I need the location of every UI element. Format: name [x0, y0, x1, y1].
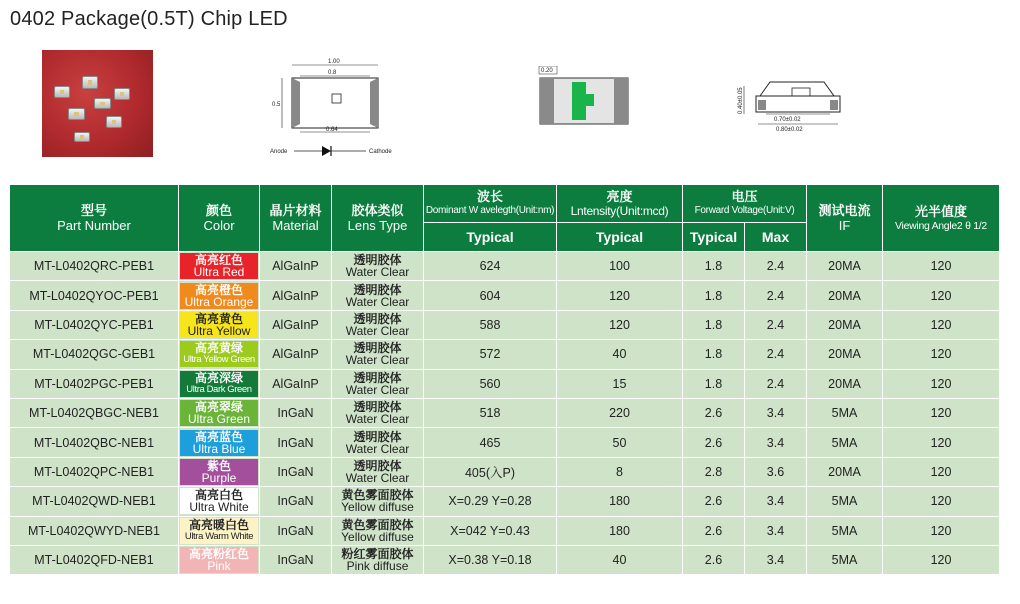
color-swatch — [180, 430, 258, 456]
intensity-cell: 8 — [557, 457, 683, 486]
test-current-cell: 20MA — [807, 310, 883, 339]
color-name-en: Ultra Blue — [192, 441, 246, 456]
color-swatch — [180, 459, 258, 485]
table-row — [10, 516, 1000, 545]
end-dim-b: 0.80±0.02 — [776, 127, 803, 133]
header-wave-typical: Typical — [424, 223, 557, 252]
color-name-en: Pink — [207, 559, 231, 574]
voltage-max-cell: 3.6 — [745, 457, 807, 486]
color-name-en: Ultra Yellow — [187, 323, 251, 338]
header-viewing-angle: 光半值度 Viewing Angle2 θ 1/2 — [883, 185, 1000, 252]
header-part-number: 型号 Part Number — [10, 185, 179, 252]
wavelength-cell: 560 — [424, 369, 557, 398]
material-cell: InGaN — [260, 487, 332, 516]
side-dim: 0.20 — [541, 68, 553, 74]
wavelength-cell: X=042 Y=0.43 — [424, 516, 557, 545]
voltage-typical-cell: 2.6 — [683, 516, 745, 545]
top-view-drawing — [268, 56, 408, 160]
test-current-cell: 20MA — [807, 457, 883, 486]
part-number-cell: MT-L0402QPC-NEB1 — [10, 457, 179, 486]
color-cell — [179, 369, 260, 398]
voltage-typical-cell: 1.8 — [683, 369, 745, 398]
color-name-zh: 高亮黄绿 — [194, 341, 243, 356]
color-cell — [179, 252, 260, 281]
lens-type-cell — [332, 252, 424, 281]
test-current-cell: 5MA — [807, 487, 883, 516]
voltage-max-cell: 2.4 — [745, 252, 807, 281]
color-name-en: Ultra Yellow Green — [183, 354, 255, 366]
color-name-zh: 高亮暖白色 — [188, 517, 249, 532]
color-swatch — [180, 283, 258, 309]
wavelength-cell: X=0.38 Y=0.18 — [424, 545, 557, 574]
viewing-angle-cell: 120 — [883, 457, 1000, 486]
table-row — [10, 545, 1000, 574]
viewing-angle-cell: 120 — [883, 398, 1000, 427]
header-forward-voltage: 电压 Forward Voltage(Unit:V) — [683, 185, 807, 223]
intensity-cell: 180 — [557, 516, 683, 545]
voltage-typical-cell: 1.8 — [683, 281, 745, 310]
lens-name-zh: 透明胶体 — [353, 458, 402, 473]
cathode-label: Cathode — [369, 149, 392, 155]
color-swatch — [180, 341, 258, 367]
header-lens-type: 胶体类似 Lens Type — [332, 185, 424, 252]
header-test-current: 测试电流 IF — [807, 185, 883, 252]
color-cell — [179, 487, 260, 516]
table-row — [10, 369, 1000, 398]
viewing-angle-cell: 120 — [883, 545, 1000, 574]
voltage-typical-cell: 1.8 — [683, 340, 745, 369]
wavelength-cell: 518 — [424, 398, 557, 427]
voltage-max-cell: 3.4 — [745, 398, 807, 427]
spec-table — [9, 184, 1000, 575]
lens-name-en: Water Clear — [345, 441, 410, 456]
intensity-cell: 100 — [557, 252, 683, 281]
intensity-cell: 180 — [557, 487, 683, 516]
lens-name-zh: 透明胶体 — [353, 400, 402, 415]
lens-type-cell — [332, 281, 424, 310]
lens-type-cell — [332, 398, 424, 427]
voltage-max-cell: 2.4 — [745, 369, 807, 398]
color-name-zh: 紫色 — [206, 458, 231, 473]
voltage-max-cell: 3.4 — [745, 516, 807, 545]
voltage-typical-cell: 1.8 — [683, 252, 745, 281]
lens-name-zh: 透明胶体 — [353, 253, 402, 268]
intensity-cell: 50 — [557, 428, 683, 457]
part-number-cell: MT-L0402QFD-NEB1 — [10, 545, 179, 574]
part-number-cell: MT-L0402QGC-GEB1 — [10, 340, 179, 369]
intensity-cell: 120 — [557, 281, 683, 310]
color-cell — [179, 281, 260, 310]
lens-name-en: Water Clear — [345, 353, 410, 368]
test-current-cell: 20MA — [807, 340, 883, 369]
lens-name-en: Water Clear — [345, 294, 410, 309]
color-cell — [179, 310, 260, 339]
header-volt-max: Max — [745, 223, 807, 252]
voltage-typical-cell: 2.6 — [683, 545, 745, 574]
header-material: 晶片材料 Material — [260, 185, 332, 252]
color-name-zh: 高亮粉红色 — [188, 547, 249, 562]
material-cell: AlGaInP — [260, 281, 332, 310]
lens-type-cell — [332, 545, 424, 574]
voltage-typical-cell: 2.6 — [683, 428, 745, 457]
color-cell — [179, 545, 260, 574]
lens-name-en: Pink diffuse — [346, 559, 409, 574]
color-name-zh: 高亮橙色 — [194, 282, 243, 297]
voltage-max-cell: 2.4 — [745, 310, 807, 339]
color-swatch — [180, 253, 258, 279]
side-view-drawing — [536, 66, 632, 128]
wavelength-cell: 624 — [424, 252, 557, 281]
voltage-typical-cell: 2.6 — [683, 487, 745, 516]
color-name-zh: 高亮红色 — [194, 253, 243, 268]
part-number-cell: MT-L0402QBGC-NEB1 — [10, 398, 179, 427]
end-dim-h: 0.40±0.05 — [738, 87, 744, 114]
material-cell: AlGaInP — [260, 369, 332, 398]
color-swatch — [180, 312, 258, 338]
color-swatch — [180, 371, 258, 397]
table-row — [10, 457, 1000, 486]
part-number-cell: MT-L0402QWD-NEB1 — [10, 487, 179, 516]
wavelength-cell: 572 — [424, 340, 557, 369]
lens-type-cell — [332, 340, 424, 369]
intensity-cell: 40 — [557, 340, 683, 369]
lens-name-en: Water Clear — [345, 470, 410, 485]
material-cell: AlGaInP — [260, 310, 332, 339]
color-cell — [179, 428, 260, 457]
color-name-en: Ultra Red — [193, 265, 245, 280]
lens-name-en: Yellow diffuse — [341, 529, 414, 544]
header-color: 颜色 Color — [179, 185, 260, 252]
lens-type-cell — [332, 369, 424, 398]
table-row — [10, 310, 1000, 339]
lens-name-en: Water Clear — [345, 265, 410, 280]
lens-name-zh: 黄色雾面胶体 — [341, 488, 414, 503]
test-current-cell: 5MA — [807, 545, 883, 574]
wavelength-cell: 405(入P) — [424, 457, 557, 486]
table-row — [10, 340, 1000, 369]
color-swatch — [180, 547, 258, 573]
lens-type-cell — [332, 457, 424, 486]
lens-type-cell — [332, 428, 424, 457]
lens-name-zh: 透明胶体 — [353, 341, 402, 356]
intensity-cell: 120 — [557, 310, 683, 339]
material-cell: AlGaInP — [260, 340, 332, 369]
dim-height: 0.5 — [272, 102, 281, 108]
table-row — [10, 252, 1000, 281]
test-current-cell: 20MA — [807, 252, 883, 281]
wavelength-cell: X=0.29 Y=0.28 — [424, 487, 557, 516]
color-name-en: Ultra Dark Green — [186, 383, 252, 395]
lens-type-cell — [332, 487, 424, 516]
header-bright-typical: Typical — [557, 223, 683, 252]
test-current-cell: 20MA — [807, 369, 883, 398]
lens-name-en: Water Clear — [345, 323, 410, 338]
anode-label: Anode — [270, 149, 288, 155]
lens-name-zh: 黄色雾面胶体 — [341, 517, 414, 532]
color-cell — [179, 457, 260, 486]
lens-name-en: Yellow diffuse — [341, 500, 414, 515]
voltage-max-cell: 2.4 — [745, 281, 807, 310]
color-swatch — [180, 488, 258, 514]
viewing-angle-cell: 120 — [883, 281, 1000, 310]
color-name-en: Purple — [201, 470, 237, 485]
test-current-cell: 5MA — [807, 428, 883, 457]
lens-name-en: Water Clear — [345, 382, 410, 397]
voltage-max-cell: 3.4 — [745, 545, 807, 574]
lens-name-zh: 透明胶体 — [353, 370, 402, 385]
spec-table-body — [10, 252, 1000, 575]
color-name-en: Ultra Warm White — [184, 530, 254, 542]
lens-type-cell — [332, 516, 424, 545]
viewing-angle-cell: 120 — [883, 516, 1000, 545]
header-wavelength: 波长 Dominant W avelegth(Unit:nm) — [424, 185, 557, 223]
intensity-cell: 15 — [557, 369, 683, 398]
material-cell: InGaN — [260, 457, 332, 486]
material-cell: InGaN — [260, 516, 332, 545]
intensity-cell: 40 — [557, 545, 683, 574]
table-row — [10, 281, 1000, 310]
viewing-angle-cell: 120 — [883, 340, 1000, 369]
voltage-max-cell: 3.4 — [745, 487, 807, 516]
color-cell — [179, 340, 260, 369]
viewing-angle-cell: 120 — [883, 252, 1000, 281]
voltage-typical-cell: 1.8 — [683, 310, 745, 339]
lens-name-zh: 透明胶体 — [353, 311, 402, 326]
header-intensity: 亮度 Lntensity(Unit:mcd) — [557, 185, 683, 223]
part-number-cell: MT-L0402QYC-PEB1 — [10, 310, 179, 339]
table-row — [10, 428, 1000, 457]
part-number-cell: MT-L0402QBC-NEB1 — [10, 428, 179, 457]
wavelength-cell: 604 — [424, 281, 557, 310]
dim-inner: 0.8 — [328, 70, 337, 76]
lens-name-zh: 透明胶体 — [353, 282, 402, 297]
part-number-cell: MT-L0402PGC-PEB1 — [10, 369, 179, 398]
lens-name-zh: 透明胶体 — [353, 429, 402, 444]
end-view-drawing — [730, 78, 850, 138]
end-dim-a: 0.70±0.02 — [774, 117, 801, 123]
material-cell: AlGaInP — [260, 252, 332, 281]
material-cell: InGaN — [260, 545, 332, 574]
viewing-angle-cell: 120 — [883, 369, 1000, 398]
color-name-en: Ultra White — [189, 500, 249, 515]
table-row — [10, 487, 1000, 516]
part-number-cell: MT-L0402QYOC-PEB1 — [10, 281, 179, 310]
color-cell — [179, 516, 260, 545]
part-number-cell: MT-L0402QRC-PEB1 — [10, 252, 179, 281]
voltage-typical-cell: 2.8 — [683, 457, 745, 486]
wavelength-cell: 588 — [424, 310, 557, 339]
product-photo — [42, 50, 153, 157]
color-name-zh: 高亮翠绿 — [194, 400, 243, 415]
color-name-zh: 高亮黄色 — [194, 311, 243, 326]
material-cell: InGaN — [260, 428, 332, 457]
test-current-cell: 5MA — [807, 398, 883, 427]
color-name-en: Ultra Orange — [184, 294, 254, 309]
test-current-cell: 20MA — [807, 281, 883, 310]
wavelength-cell: 465 — [424, 428, 557, 457]
color-name-zh: 高亮白色 — [194, 488, 243, 503]
color-name-zh: 高亮蓝色 — [194, 429, 243, 444]
table-row — [10, 398, 1000, 427]
color-name-zh: 高亮深绿 — [194, 370, 243, 385]
color-swatch — [180, 518, 258, 544]
dim-bottom: 0.64 — [326, 127, 338, 133]
voltage-max-cell: 3.4 — [745, 428, 807, 457]
part-number-cell: MT-L0402QWYD-NEB1 — [10, 516, 179, 545]
lens-name-en: Water Clear — [345, 412, 410, 427]
color-cell — [179, 398, 260, 427]
viewing-angle-cell: 120 — [883, 310, 1000, 339]
viewing-angle-cell: 120 — [883, 487, 1000, 516]
viewing-angle-cell: 120 — [883, 428, 1000, 457]
dim-length: 1.00 — [328, 59, 340, 65]
intensity-cell: 220 — [557, 398, 683, 427]
lens-type-cell — [332, 310, 424, 339]
color-name-en: Ultra Green — [187, 412, 251, 427]
test-current-cell: 5MA — [807, 516, 883, 545]
header-volt-typical: Typical — [683, 223, 745, 252]
voltage-max-cell: 2.4 — [745, 340, 807, 369]
material-cell: InGaN — [260, 398, 332, 427]
color-swatch — [180, 400, 258, 426]
page-title: 0402 Package(0.5T) Chip LED — [10, 8, 288, 30]
voltage-typical-cell: 2.6 — [683, 398, 745, 427]
lens-name-zh: 粉红雾面胶体 — [341, 547, 414, 562]
